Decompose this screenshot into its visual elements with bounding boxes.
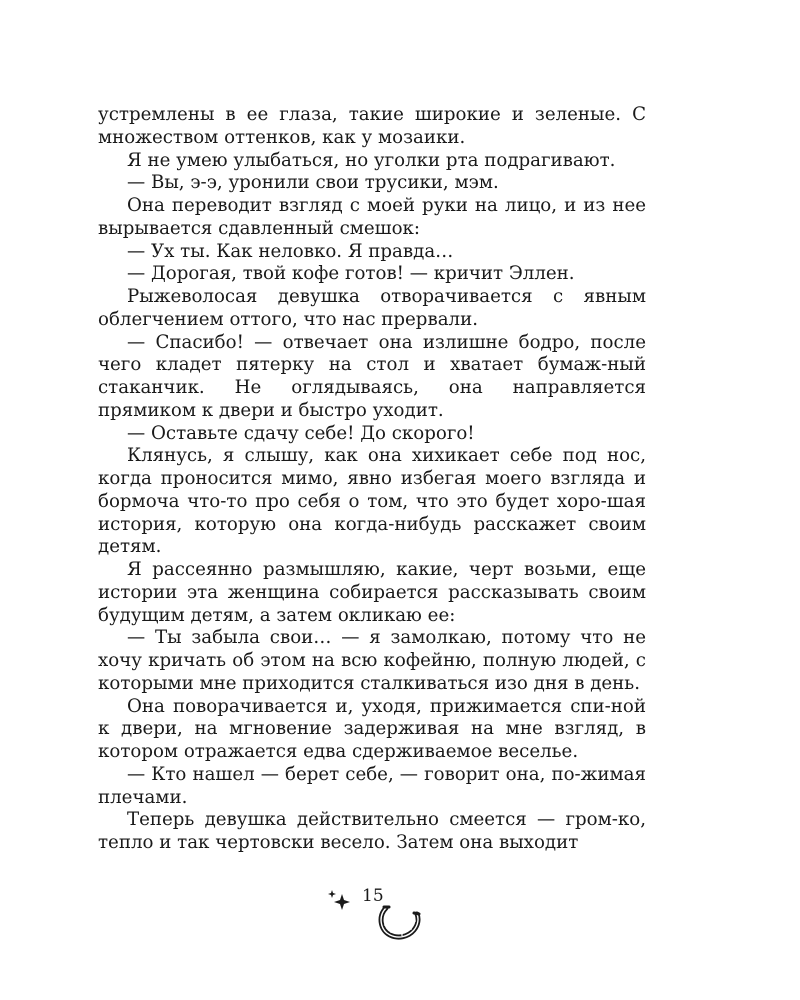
paragraph-12: — Ты забыла свои… — я замолкаю, потому что не хочу кричать об этом на всю кофейню, полную людей, с которыми мне приходится сталкиваться изо дня в день. [98, 627, 646, 694]
page-number: 15 [362, 886, 384, 906]
body-text [98, 104, 646, 855]
paragraph-10: Клянусь, я слышу, как она хихикает себе под нос, когда проносится мимо, явно избегая моего взгляда и бормоча что-то про себя о том, что это будет хоро-шая история, которую она когда-нибудь расскажет своим детям. [98, 445, 646, 558]
paragraph-9: — Оставьте сдачу себе! До скорого! [127, 422, 475, 444]
paragraph-14: — Кто нашел — берет себе, — говорит она, по-жимая плечами. [98, 763, 646, 808]
paragraph-4: Она переводит взгляд с моей руки на лицо, и из нее вырывается сдавленный смешок: [98, 195, 646, 239]
paragraph-2: Я не умею улыбаться, но уголки рта подрагивают. [127, 149, 616, 171]
horseshoe-icon [376, 902, 422, 940]
paragraph-5: — Ух ты. Как неловко. Я правда… [127, 240, 454, 262]
paragraph-15: Теперь девушка действительно смеется — гром-ко, тепло и так чертовски весело. Затем она выходит [98, 809, 646, 853]
paragraph-11: Я рассеянно размышляю, какие, черт возьми, еще истории эта женщина собирается рассказывать своим будущим детям, а затем окликаю ее: [98, 559, 646, 626]
paragraph-6: — Дорогая, твой кофе готов! — кричит Эллен. [127, 263, 575, 285]
paragraph-7: Рыжеволосая девушка отворачивается с явным облегчением оттого, что нас прервали. [98, 286, 646, 330]
paragraph-1: устремлены в ее глаза, такие широкие и зеленые. С множеством оттенков, как у мозаики. [98, 104, 646, 148]
paragraph-13: Она поворачивается и, уходя, прижимается спи-ной к двери, на мгновение задерживая на мне взгляд, в котором отражается едва сдерживаемое веселье. [98, 695, 646, 762]
paragraph-8: — Спасибо! — отвечает она излишне бодро, после чего кладет пятерку на стол и хватает бумаж-ный стаканчик. Не оглядываясь, она направляется прямиком к двери и быстро уходит. [98, 331, 646, 421]
sparkle-stars-icon [326, 888, 352, 912]
paragraph-3: — Вы, э-э, уронили свои трусики, мэм. [127, 172, 499, 194]
